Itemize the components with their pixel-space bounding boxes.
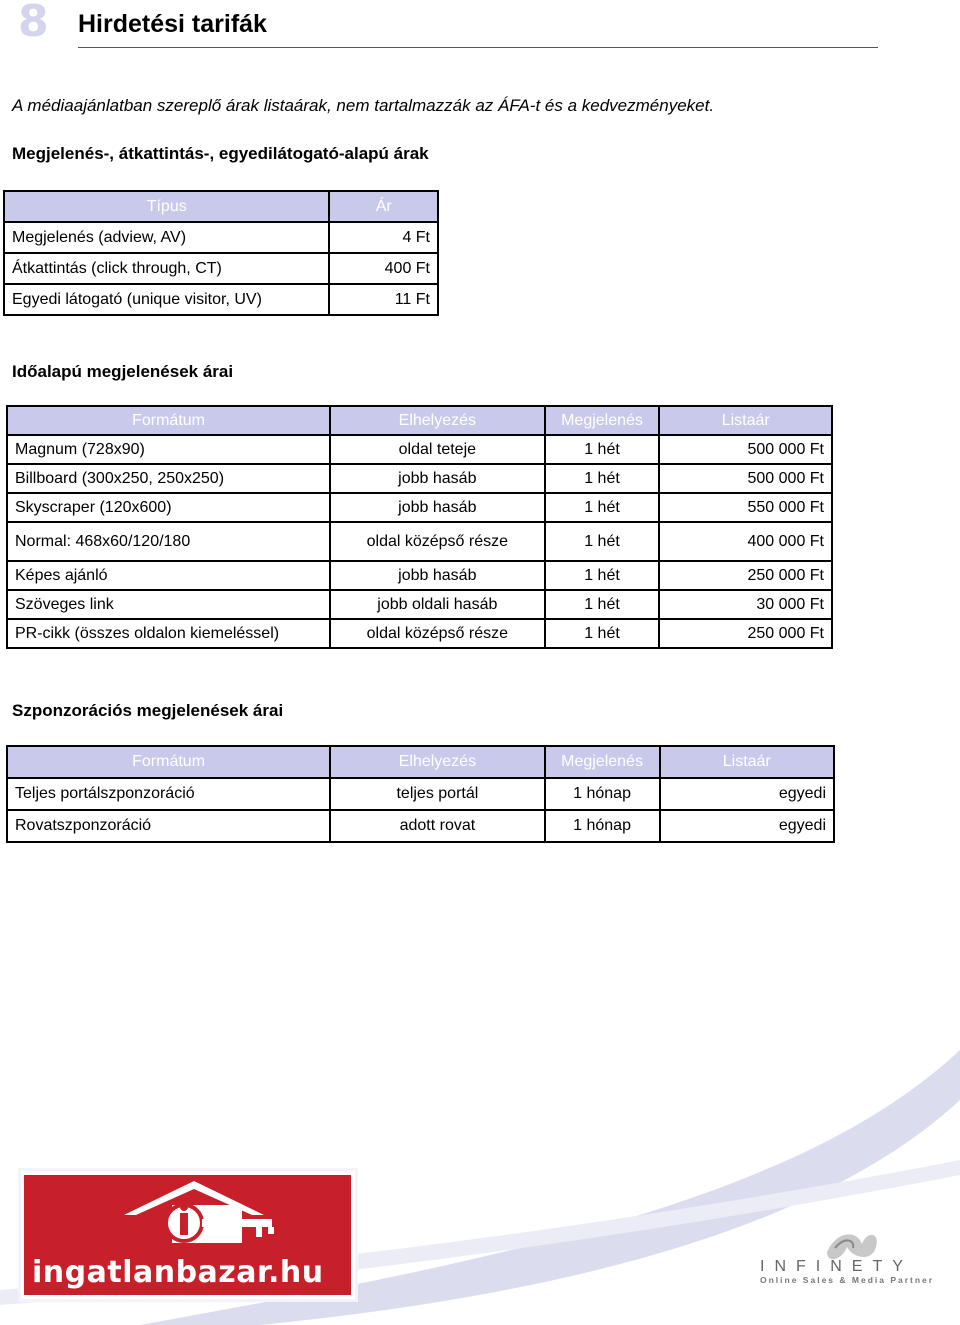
- cell-duration: 1 hét: [545, 435, 660, 464]
- table-header-row: [7, 746, 834, 778]
- cell-duration: 1 hét: [545, 464, 660, 493]
- column-header-list-price: Listaár: [660, 746, 835, 778]
- cell-format: Szöveges link: [7, 590, 330, 619]
- cell-duration: 1 hét: [545, 561, 660, 590]
- page-title: Hirdetési tarifák: [78, 10, 267, 38]
- column-header-type: Típus: [4, 191, 329, 222]
- cell-list-price: egyedi: [660, 778, 835, 810]
- table-row: [7, 561, 832, 590]
- section-title-per-action: Megjelenés-, átkattintás-, egyedilátogató-alapú árak: [12, 144, 429, 163]
- table-row: [7, 590, 832, 619]
- cell-format: Normal: 468x60/120/180: [7, 522, 330, 561]
- cell-type: Egyedi látogató (unique visitor, UV): [4, 284, 329, 315]
- table-row: [7, 522, 832, 561]
- cell-placement: teljes portál: [330, 778, 544, 810]
- table-row: [4, 284, 438, 315]
- cell-format: Magnum (728x90): [7, 435, 330, 464]
- cell-duration: 1 hónap: [545, 810, 660, 842]
- ingatlanbazar-logo-text: ingatlanbazar.hu: [32, 1255, 324, 1290]
- cell-price: 4 Ft: [329, 222, 438, 253]
- table-row: [7, 778, 834, 810]
- column-header-duration: Megjelenés: [545, 746, 660, 778]
- cell-format: Teljes portálszponzoráció: [7, 778, 330, 810]
- table-row: [7, 435, 832, 464]
- cell-placement: jobb hasáb: [330, 464, 544, 493]
- cell-placement: oldal középső része: [330, 522, 544, 561]
- cell-list-price: 500 000 Ft: [659, 464, 832, 493]
- column-header-format: Formátum: [7, 746, 330, 778]
- cell-placement: jobb hasáb: [330, 493, 544, 522]
- title-underline: [78, 47, 878, 48]
- table-row: [7, 619, 832, 648]
- column-header-list-price: Listaár: [659, 406, 832, 435]
- cell-placement: jobb hasáb: [330, 561, 544, 590]
- cell-format: Rovatszponzoráció: [7, 810, 330, 842]
- cell-format: Képes ajánló: [7, 561, 330, 590]
- time-based-price-table: [6, 405, 833, 649]
- price-note: A médiaajánlatban szereplő árak listaárak, nem tartalmazzák az ÁFA-t és a kedvezményeket.: [12, 96, 715, 115]
- cell-placement: oldal teteje: [330, 435, 544, 464]
- cell-placement: oldal középső része: [330, 619, 544, 648]
- column-header-placement: Elhelyezés: [330, 746, 544, 778]
- cell-duration: 1 hónap: [545, 778, 660, 810]
- table-header-row: [4, 191, 438, 222]
- table-row: [4, 253, 438, 284]
- cell-list-price: 550 000 Ft: [659, 493, 832, 522]
- cell-price: 11 Ft: [329, 284, 438, 315]
- cell-list-price: 30 000 Ft: [659, 590, 832, 619]
- sponsorship-price-table: [6, 745, 835, 843]
- cell-placement: jobb oldali hasáb: [330, 590, 544, 619]
- infinety-logo-tagline: Online Sales & Media Partner: [760, 1275, 935, 1285]
- section-title-time-based: Időalapú megjelenések árai: [12, 362, 234, 381]
- cell-price: 400 Ft: [329, 253, 438, 284]
- cell-duration: 1 hét: [545, 493, 660, 522]
- section-title-sponsorship: Szponzorációs megjelenések árai: [12, 701, 284, 720]
- house-key-icon: [24, 1175, 351, 1255]
- table-row: [7, 810, 834, 842]
- cell-list-price: 400 000 Ft: [659, 522, 832, 561]
- column-header-format: Formátum: [7, 406, 330, 435]
- table-header-row: [7, 406, 832, 435]
- cell-duration: 1 hét: [545, 590, 660, 619]
- table-row: [7, 493, 832, 522]
- cell-duration: 1 hét: [545, 522, 660, 561]
- cell-type: Átkattintás (click through, CT): [4, 253, 329, 284]
- table-row: [4, 222, 438, 253]
- page-number: 8: [18, 0, 49, 47]
- cell-format: Billboard (300x250, 250x250): [7, 464, 330, 493]
- cell-list-price: 250 000 Ft: [659, 561, 832, 590]
- ingatlanbazar-logo: [18, 1168, 358, 1302]
- column-header-duration: Megjelenés: [545, 406, 660, 435]
- cell-type: Megjelenés (adview, AV): [4, 222, 329, 253]
- per-action-price-table: [3, 190, 439, 316]
- column-header-placement: Elhelyezés: [330, 406, 544, 435]
- cell-list-price: 500 000 Ft: [659, 435, 832, 464]
- cell-format: Skyscraper (120x600): [7, 493, 330, 522]
- cell-format: PR-cikk (összes oldalon kiemeléssel): [7, 619, 330, 648]
- table-row: [7, 464, 832, 493]
- column-header-price: Ár: [329, 191, 438, 222]
- cell-list-price: 250 000 Ft: [659, 619, 832, 648]
- infinety-logo-text: INFINETY: [760, 1258, 913, 1275]
- cell-duration: 1 hét: [545, 619, 660, 648]
- cell-placement: adott rovat: [330, 810, 544, 842]
- cell-list-price: egyedi: [660, 810, 835, 842]
